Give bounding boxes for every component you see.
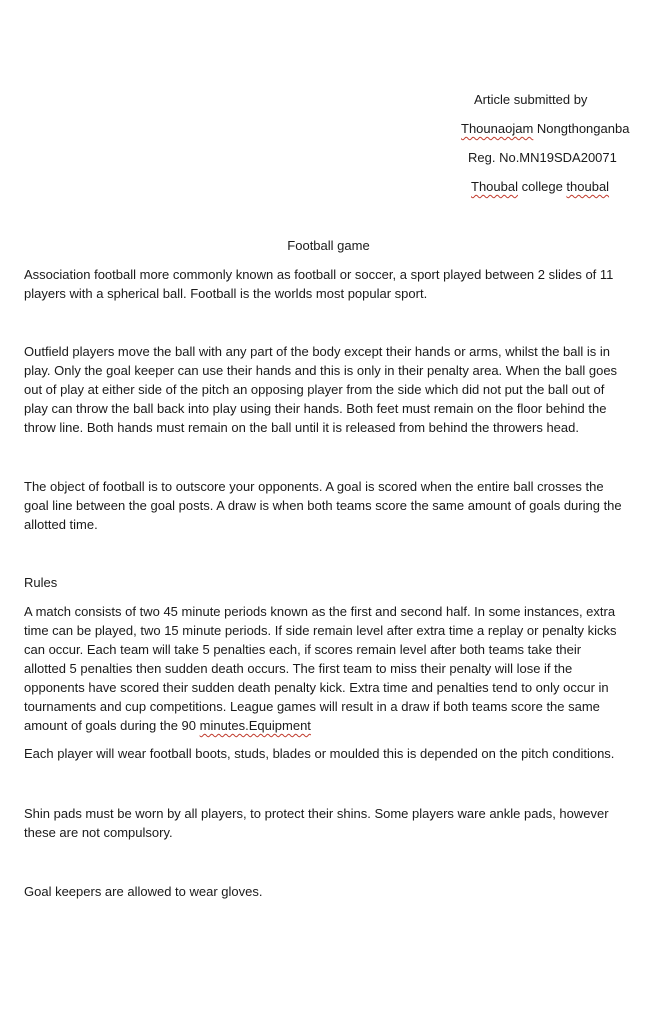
paragraph-gloves: Goal keepers are allowed to wear gloves. bbox=[24, 884, 263, 899]
text-line: throw line. Both hands must remain on the ball until it is released from behind the throwers head. bbox=[24, 420, 579, 435]
text-line: play can throw the ball back into play using their hands. Both feet must remain on the floor behind the bbox=[24, 401, 607, 416]
text-line: allotted time. bbox=[24, 517, 98, 532]
text-line: The object of football is to outscore your opponents. A goal is scored when the entire ball crosses the bbox=[24, 479, 604, 494]
misspelled-word: minutes.Equipment bbox=[199, 718, 311, 733]
college-word-2: thoubal bbox=[566, 179, 610, 194]
author-first-name: Thounaojam bbox=[461, 121, 534, 136]
text-line: Association football more commonly known as football or soccer, a sport played between 2 slides of 11 bbox=[24, 267, 614, 282]
paragraph-shin-pads bbox=[24, 804, 634, 842]
paragraph-equipment: Each player will wear football boots, studs, blades or moulded this is depended on the pitch conditions. bbox=[24, 746, 615, 761]
paragraph-outfield bbox=[24, 342, 634, 437]
text-line: allotted 5 penalties then sudden death occurs. The first team to miss their penalty will lose if the bbox=[24, 661, 573, 676]
text-line: players with a spherical ball. Football is the worlds most popular sport. bbox=[24, 286, 428, 301]
text-line: these are not compulsory. bbox=[24, 825, 173, 840]
text-line: goal line between the goal posts. A draw is when both teams score the same amount of goals during the bbox=[24, 498, 622, 513]
text-line: Outfield players move the ball with any part of the body except their hands or arms, whilst the ball is in bbox=[24, 344, 611, 359]
text-line: opponents have scored their sudden death penalty kick. Extra time and penalties tend to only occur in bbox=[24, 680, 609, 695]
text-line: Shin pads must be worn by all players, to protect their shins. Some players ware ankle pads, however bbox=[24, 806, 609, 821]
text-line: A match consists of two 45 minute periods known as the first and second half. In some instances, extra bbox=[24, 604, 616, 619]
text-line: tournaments and cup competitions. League games will result in a draw if both teams score the same bbox=[24, 699, 600, 714]
text-line: can occur. Each team will take 5 penalties each, if scores remain level after both teams take their bbox=[24, 642, 582, 657]
text-line-prefix: amount of goals during the 90 bbox=[24, 718, 200, 733]
paragraph-objective bbox=[24, 477, 634, 534]
author-name bbox=[461, 119, 629, 138]
college-name bbox=[471, 177, 609, 196]
submitted-by-label: Article submitted by bbox=[474, 92, 588, 107]
college-word-1: Thoubal bbox=[471, 179, 518, 194]
author-last-name: Nongthonganba bbox=[533, 121, 630, 136]
text-line bbox=[24, 716, 634, 735]
text-line: play. Only the goal keeper can use their hands and this is only in their penalty area. When the ball goes bbox=[24, 363, 618, 378]
college-mid: college bbox=[517, 179, 567, 194]
paragraph-intro bbox=[24, 265, 634, 303]
registration-number: Reg. No.MN19SDA20071 bbox=[468, 150, 617, 165]
text-line: out of play at either side of the pitch an opposing player from the side which did not put the ball out of bbox=[24, 382, 605, 397]
document-title: Football game bbox=[287, 238, 370, 253]
rules-heading: Rules bbox=[24, 575, 58, 590]
paragraph-rules bbox=[24, 602, 634, 735]
text-line: time can be played, two 15 minute periods. If side remain level after extra time a replay or penalty kicks bbox=[24, 623, 617, 638]
